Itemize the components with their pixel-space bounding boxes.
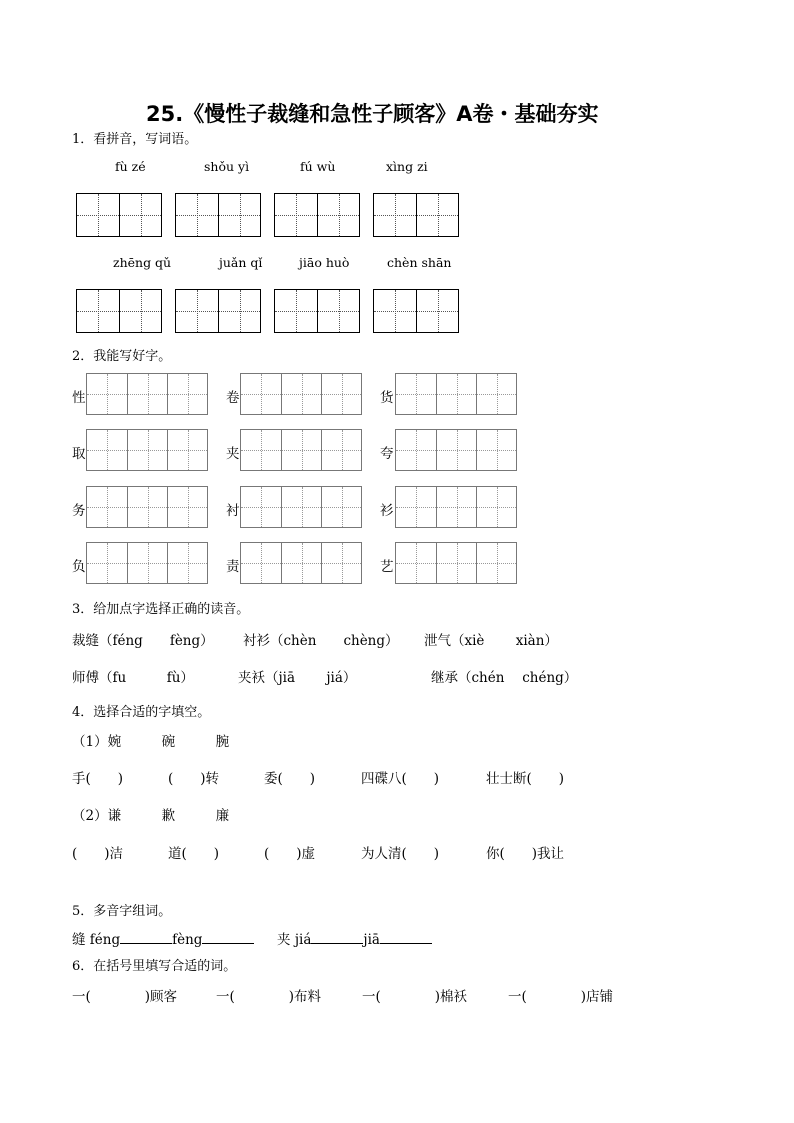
char-options-2: （2）谦 歉 廉 bbox=[72, 808, 230, 824]
practice-grid[interactable] bbox=[240, 542, 362, 584]
measure-word-item[interactable]: 一( )布料 bbox=[216, 989, 322, 1005]
pinyin: jiā bbox=[363, 932, 380, 948]
pinyin-2-2: juǎn qǐ bbox=[219, 255, 263, 270]
answer-blank[interactable] bbox=[202, 931, 254, 944]
pinyin: féng bbox=[89, 932, 121, 948]
pinyin-2-4: chèn shān bbox=[387, 255, 452, 270]
answer-blank[interactable] bbox=[380, 931, 432, 944]
practice-grid[interactable] bbox=[395, 486, 517, 528]
q4-heading: 4．选择合适的字填空。 bbox=[72, 705, 211, 720]
fill-blank-item[interactable]: 壮士断( ) bbox=[486, 771, 565, 787]
practice-char: 务 bbox=[72, 503, 86, 519]
practice-grid[interactable] bbox=[240, 373, 362, 415]
answer-grid[interactable] bbox=[175, 193, 261, 237]
answer-grid[interactable] bbox=[373, 193, 459, 237]
reading-choice[interactable]: 师傅（fu fù） bbox=[72, 670, 194, 686]
pinyin-2-1: zhēng qǔ bbox=[113, 255, 172, 270]
fill-blank-item[interactable]: ( )转 bbox=[168, 771, 220, 787]
polyphone-char: 缝 bbox=[72, 932, 86, 948]
pinyin-1-3: fú wù bbox=[300, 159, 336, 174]
fill-blank-item[interactable]: ( )洁 bbox=[72, 846, 124, 862]
pinyin: fèng bbox=[172, 932, 203, 948]
measure-word-item[interactable]: 一( )棉袄 bbox=[362, 989, 468, 1005]
reading-choice[interactable]: 继承（chén chéng） bbox=[431, 670, 578, 686]
practice-grid[interactable] bbox=[86, 429, 208, 471]
fill-blank-item[interactable]: 委( ) bbox=[264, 771, 316, 787]
practice-char: 负 bbox=[72, 559, 86, 575]
fill-blank-item[interactable]: 四碟八( ) bbox=[361, 771, 440, 787]
answer-blank[interactable] bbox=[120, 931, 172, 944]
practice-grid[interactable] bbox=[395, 373, 517, 415]
practice-grid[interactable] bbox=[240, 486, 362, 528]
practice-grid[interactable] bbox=[395, 429, 517, 471]
practice-char: 衫 bbox=[380, 503, 394, 519]
polyphone-char: 夹 bbox=[277, 932, 291, 948]
pinyin-1-2: shǒu yì bbox=[204, 159, 250, 174]
pinyin-1-4: xìng zi bbox=[386, 159, 428, 174]
pinyin-2-3: jiāo huò bbox=[299, 255, 350, 270]
practice-grid[interactable] bbox=[86, 542, 208, 584]
reading-choice[interactable]: 衬衫（chèn chèng） bbox=[243, 633, 399, 649]
fill-blank-item[interactable]: ( )虚 bbox=[264, 846, 316, 862]
practice-char: 货 bbox=[380, 390, 394, 406]
char-options-1: （1）婉 碗 腕 bbox=[72, 734, 230, 750]
fill-blank-item[interactable]: 为人清( ) bbox=[361, 846, 440, 862]
pinyin: jiá bbox=[294, 932, 312, 948]
q5-heading: 5．多音字组词。 bbox=[72, 904, 172, 919]
fill-blank-item[interactable]: 你( )我让 bbox=[486, 846, 565, 862]
practice-grid[interactable] bbox=[86, 486, 208, 528]
answer-grid[interactable] bbox=[175, 289, 261, 333]
q1-heading: 1．看拼音，写词语。 bbox=[72, 132, 198, 147]
q6-heading: 6．在括号里填写合适的词。 bbox=[72, 959, 237, 974]
practice-char: 责 bbox=[226, 559, 240, 575]
reading-choice[interactable]: 泄气（xiè xiàn） bbox=[424, 633, 558, 649]
practice-grid[interactable] bbox=[240, 429, 362, 471]
practice-grid[interactable] bbox=[395, 542, 517, 584]
measure-word-item[interactable]: 一( )店铺 bbox=[508, 989, 614, 1005]
fill-blank-item[interactable]: 道( ) bbox=[168, 846, 220, 862]
measure-word-item[interactable]: 一( )顾客 bbox=[72, 989, 178, 1005]
answer-grid[interactable] bbox=[274, 289, 360, 333]
practice-char: 夹 bbox=[226, 446, 240, 462]
pinyin-1-1: fù zé bbox=[115, 159, 146, 174]
answer-grid[interactable] bbox=[76, 289, 162, 333]
q2-heading: 2．我能写好字。 bbox=[72, 349, 172, 364]
reading-choice[interactable]: 裁缝（féng fèng） bbox=[72, 633, 214, 649]
answer-grid[interactable] bbox=[76, 193, 162, 237]
practice-char: 艺 bbox=[380, 559, 394, 575]
practice-char: 卷 bbox=[226, 390, 240, 406]
answer-grid[interactable] bbox=[373, 289, 459, 333]
answer-blank[interactable] bbox=[311, 931, 363, 944]
practice-char: 性 bbox=[72, 390, 86, 406]
answer-grid[interactable] bbox=[274, 193, 360, 237]
practice-grid[interactable] bbox=[86, 373, 208, 415]
q3-heading: 3．给加点字选择正确的读音。 bbox=[72, 602, 250, 617]
practice-char: 夸 bbox=[380, 446, 394, 462]
page-title: 25.《慢性子裁缝和急性子顾客》A卷・基础夯实 bbox=[146, 102, 599, 126]
practice-char: 衬 bbox=[226, 503, 240, 519]
reading-choice[interactable]: 夹袄（jiā jiá） bbox=[238, 670, 357, 686]
fill-blank-item[interactable]: 手( ) bbox=[72, 771, 124, 787]
practice-char: 取 bbox=[72, 446, 86, 462]
polyphone-row bbox=[72, 928, 432, 948]
